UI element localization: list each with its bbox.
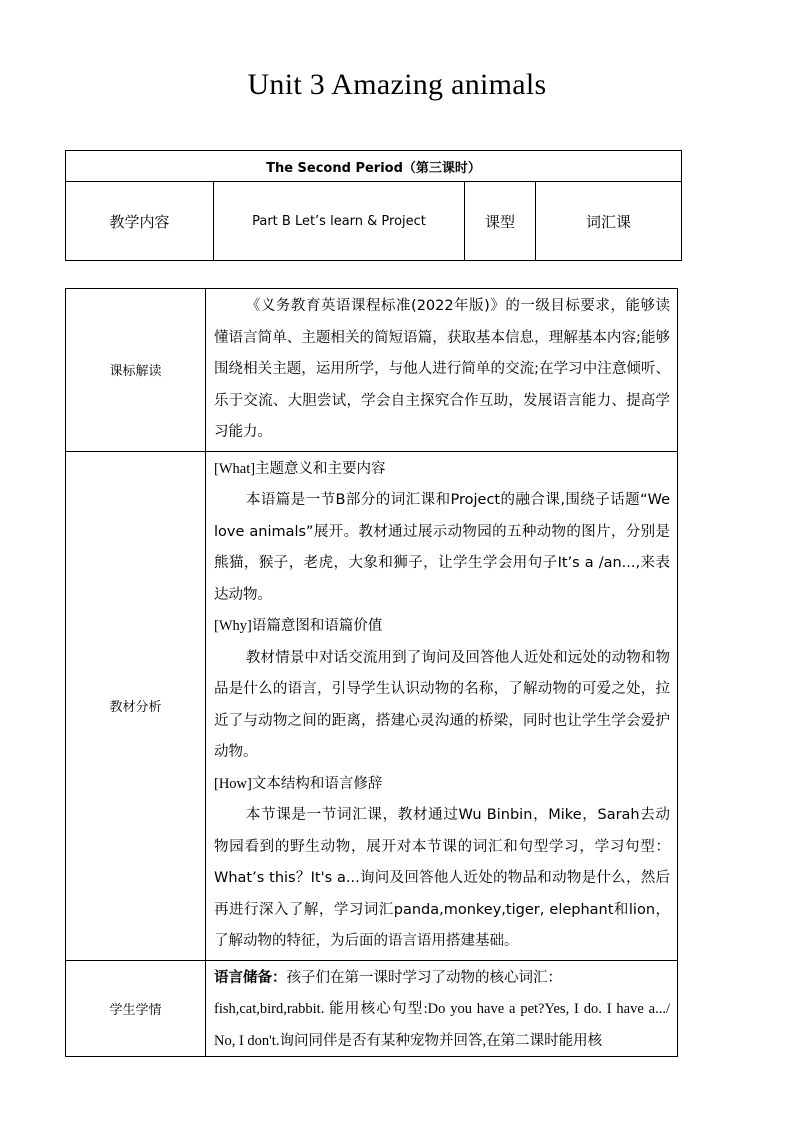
what-text: 本语篇是一节B部分的词汇课和Project的融合课,围绕子话题“We love animals”展开。教材通过展示动物园的五种动物的图片，分别是熊猫，猴子，老虎，大象和狮子，让学生学会用句子It’s a /an...,来表达动物。 bbox=[214, 492, 670, 603]
students-heading: 语言储备： bbox=[214, 969, 287, 986]
teaching-content-value: Part B Let’s learn & Project bbox=[214, 182, 465, 261]
lesson-plan-table bbox=[65, 288, 678, 1057]
why-heading: [Why]语篇意图和语篇价值 bbox=[214, 618, 383, 634]
standard-label: 课标解读 bbox=[66, 289, 206, 452]
standard-text: 《义务教育英语课程标准(2022年版)》的一级目标要求，能够读懂语言简单、主题相关的简短语篇，获取基本信息，理解基本内容;能够围绕相关主题，运用所学，与他人进行简单的交流;在学习中注意倾听、乐于交流、大胆尝试，学会自主探究合作互助，发展语言能力、提高学习能力。 bbox=[214, 298, 670, 440]
page-title: Unit 3 Amazing animals bbox=[247, 68, 547, 101]
lesson-type-label: 课型 bbox=[465, 182, 536, 261]
students-cell bbox=[206, 960, 678, 1056]
how-heading: [How]文本结构和语言修辞 bbox=[214, 775, 383, 792]
students-text-2: fish,cat,bird,rabbit. 能用核心句型:Do you have a pet?Yes, I do. I have a.../ No, I don't.询问同伴是否有某种宠物并回答,在第二课时能用核 bbox=[214, 1001, 670, 1049]
students-line bbox=[214, 963, 670, 995]
lesson-type-value: 词汇课 bbox=[536, 182, 682, 261]
standard-cell bbox=[206, 289, 678, 452]
students-text-1: 孩子们在第一课时学习了动物的核心词汇： bbox=[286, 969, 562, 986]
lesson-info-table bbox=[65, 150, 682, 261]
analysis-label: 教材分析 bbox=[66, 451, 206, 960]
teaching-content-label: 教学内容 bbox=[66, 182, 214, 261]
period-cell: The Second Period（第三课时） bbox=[66, 151, 682, 182]
how-text: 本节课是一节词汇课，教材通过Wu Binbin，Mike，Sarah去动物园看到的野生动物，展开对本节课的词汇和句型学习，学习句型：What’s this？It's a...询问及回答他人近处的物品和动物是什么，然后再进行深入了解，学习词汇panda,monkey,tiger, elephant和lion，了解动物的特征，为后面的语言语用搭建基础。 bbox=[214, 807, 670, 949]
what-heading: [What]主题意义和主要内容 bbox=[214, 460, 386, 477]
why-text: 教材情景中对话交流用到了询问及回答他人近处和远处的动物和物品是什么的语言，引导学生认识动物的名称，了解动物的可爱之处，拉近了与动物之间的距离，搭建心灵沟通的桥梁，同时也让学生学会爱护动物。 bbox=[214, 649, 670, 760]
analysis-cell bbox=[206, 451, 678, 960]
students-label: 学生学情 bbox=[66, 960, 206, 1056]
students-clip bbox=[214, 963, 670, 1053]
